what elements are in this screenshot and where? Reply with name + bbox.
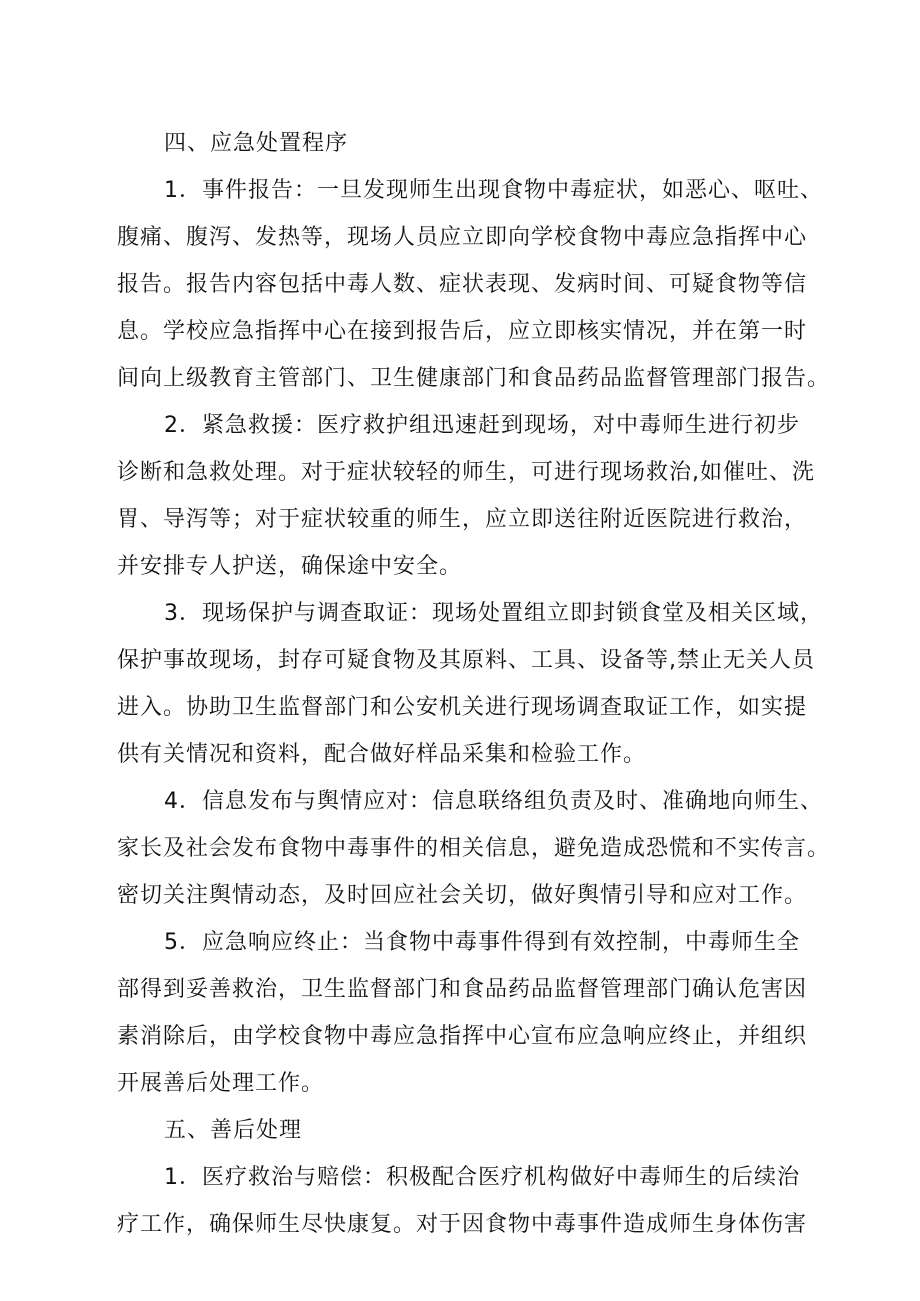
paragraph-line: 素消除后，由学校食物中毒应急指挥中心宣布应急响应终止，并组织 [117,1024,808,1049]
paragraph-line: 2．紧急救援：医疗救护组迅速赶到现场，对中毒师生进行初步 [164,413,800,438]
paragraph-line: 开展善后处理工作。 [117,1071,325,1096]
paragraph-line: 供有关情况和资料，配合做好样品采集和检验工作。 [117,742,647,767]
paragraph-line: 密切关注舆情动态，及时回应社会关切，做好舆情引导和应对工作。 [117,883,808,908]
paragraph-line: 部得到妥善救治，卫生监督部门和食品药品监督管理部门确认危害因 [117,977,808,1002]
paragraph-line: 进入。协助卫生监督部门和公安机关进行现场调查取证工作，如实提 [117,695,808,720]
paragraph-medical-compensation [117,1154,829,1248]
paragraph-line: 诊断和急救处理。对于症状较轻的师生，可进行现场救治,如催吐、洗 [117,460,815,485]
section-heading-aftermath: 五、善后处理 [164,1118,303,1143]
paragraph-line: 4．信息发布与舆情应对：信息联络组负责及时、准确地向师生、 [164,789,823,814]
paragraph-line: 胃、导泻等；对于症状较重的师生，应立即送往附近医院进行救治， [117,507,808,532]
paragraph-line: 5．应急响应终止：当食物中毒事件得到有效控制，中毒师生全 [164,930,800,955]
paragraph-response-termination [117,919,829,1107]
paragraph-line: 报告。报告内容包括中毒人数、症状表现、发病时间、可疑食物等信 [117,272,808,297]
paragraph-information-release [117,778,829,919]
paragraph-line: 息。学校应急指挥中心在接到报告后，应立即核实情况，并在第一时 [117,319,808,344]
paragraph-line: 间向上级教育主管部门、卫生健康部门和食品药品监督管理部门报告。 [117,366,831,391]
paragraph-line: 家长及社会发布食物中毒事件的相关信息，避免造成恐慌和不实传言。 [117,836,831,861]
paragraph-line: 腹痛、腹泻、发热等，现场人员应立即向学校食物中毒应急指挥中心 [117,225,808,250]
paragraph-line: 1．医疗救治与赔偿：积极配合医疗机构做好中毒师生的后续治 [164,1165,800,1190]
paragraph-line: 保护事故现场，封存可疑食物及其原料、工具、设备等,禁止无关人员 [117,648,815,673]
section-heading-emergency-procedure: 四、应急处置程序 [164,131,349,156]
paragraph-line: 疗工作，确保师生尽快康复。对于因食物中毒事件造成师生身体伤害 [117,1212,808,1237]
paragraph-incident-report [117,167,829,402]
paragraph-emergency-rescue [117,402,829,590]
paragraph-line: 并安排专人护送，确保途中安全。 [117,554,463,579]
paragraph-line: 1．事件报告：一旦发现师生出现食物中毒症状，如恶心、呕吐、 [164,178,823,203]
paragraph-line: 3．现场保护与调查取证：现场处置组立即封锁食堂及相关区域， [164,601,823,626]
paragraph-scene-protection [117,590,829,778]
document-body [117,120,829,1248]
